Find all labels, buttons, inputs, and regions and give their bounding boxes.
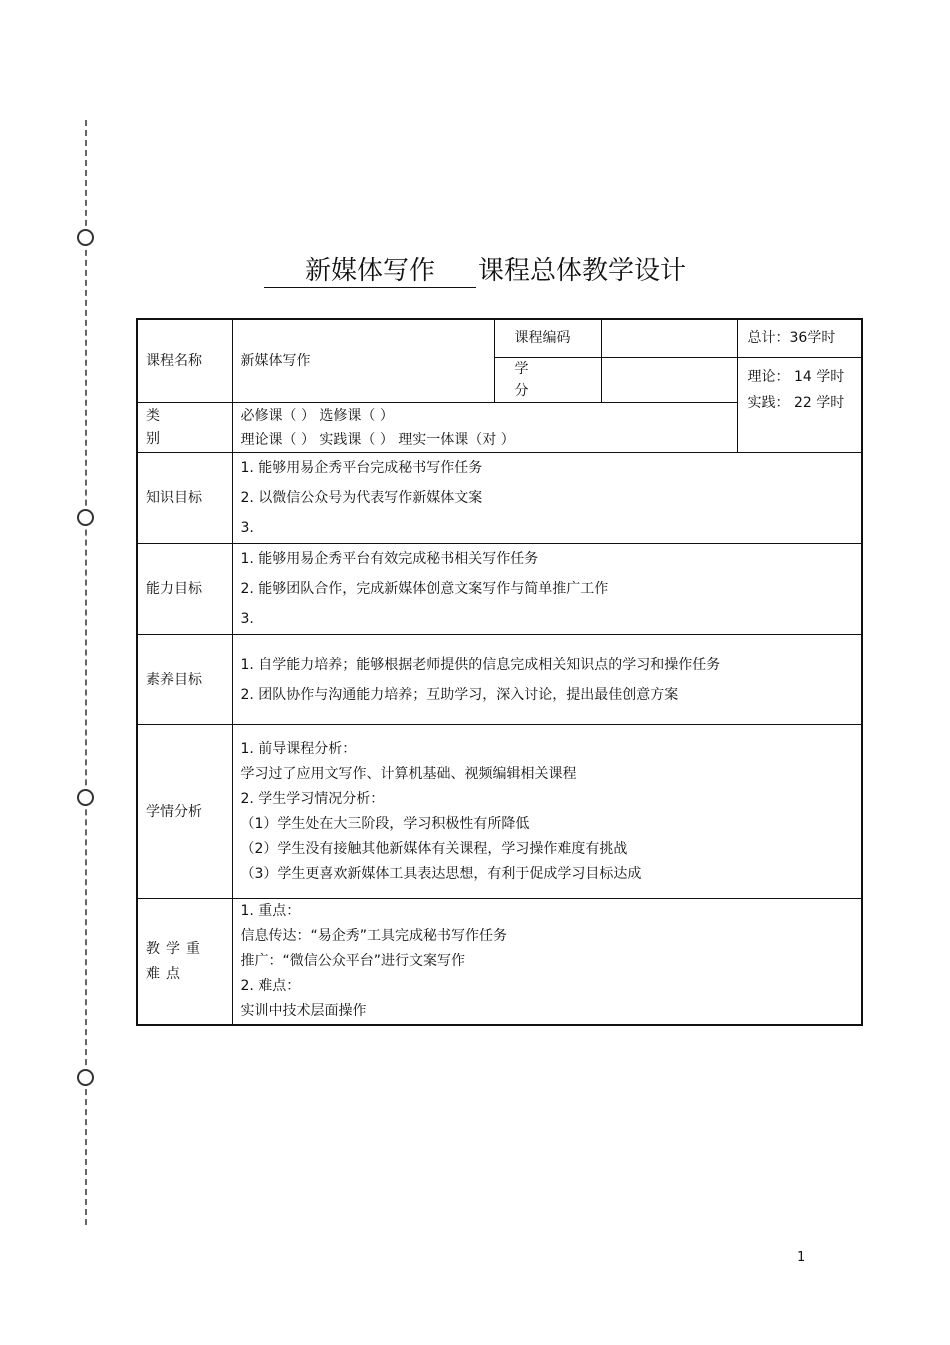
analysis-item: 学习过了应用文写作、计算机基础、视频编辑相关课程 xyxy=(240,765,577,782)
credit-label: 学 分 xyxy=(494,357,601,403)
title-course-name: 新媒体写作 xyxy=(264,250,476,288)
analysis-label: 学情分析 xyxy=(137,725,232,899)
knowledge-item: 1. 能够用易企秀平台完成秘书写作任务 xyxy=(240,460,483,477)
ability-item: 1. 能够用易企秀平台有效完成秘书相关写作任务 xyxy=(240,551,539,568)
ability-item: 2. 能够团队合作，完成新媒体创意文案写作与简单推广工作 xyxy=(240,581,609,598)
key-points-content xyxy=(232,899,862,1026)
total-hours: 总计：36学时 xyxy=(737,319,862,357)
key-item: 1. 重点： xyxy=(240,903,301,920)
analysis-item: 1. 前导课程分析： xyxy=(240,740,357,757)
title-suffix: 课程总体教学设计 xyxy=(477,256,686,286)
credit-value xyxy=(601,357,737,403)
page-number: 1 xyxy=(797,1250,806,1265)
binding-hole-icon xyxy=(77,1069,94,1086)
quality-label: 素养目标 xyxy=(137,635,232,725)
key-item: 2. 难点： xyxy=(240,978,301,995)
analysis-item: （1）学生处在大三阶段，学习积极性有所降低 xyxy=(240,815,530,832)
key-item: 实训中技术层面操作 xyxy=(240,1003,367,1020)
key-item: 信息传达：“易企秀”工具完成秘书写作任务 xyxy=(240,928,508,945)
analysis-item: 2. 学生学习情况分析： xyxy=(240,790,385,807)
category-options xyxy=(232,403,737,453)
analysis-item: （2）学生没有接触其他新媒体有关课程，学习操作难度有挑战 xyxy=(240,840,628,857)
course-code-label: 课程编码 xyxy=(494,319,601,357)
course-name-value: 新媒体写作 xyxy=(232,319,494,403)
hours-breakdown xyxy=(737,357,862,453)
theory-hours: 理论： 14 学时 xyxy=(747,368,845,385)
knowledge-label: 知识目标 xyxy=(137,453,232,544)
key-item: 推广：“微信公众平台”进行文案写作 xyxy=(240,953,466,970)
knowledge-content xyxy=(232,453,862,544)
knowledge-item: 2. 以微信公众号为代表写作新媒体文案 xyxy=(240,490,483,507)
course-design-table xyxy=(136,318,863,1026)
binding-hole-icon xyxy=(77,509,94,526)
ability-label: 能力目标 xyxy=(137,544,232,635)
category-line-1: 必修课（ ） 选修课（ ） xyxy=(240,407,394,424)
key-points-label: 教学重难点 xyxy=(137,899,232,1026)
quality-item: 1. 自学能力培养；能够根据老师提供的信息完成相关知识点的学习和操作任务 xyxy=(240,656,721,673)
course-code-value xyxy=(601,319,737,357)
knowledge-item: 3. xyxy=(240,520,254,537)
ability-content xyxy=(232,544,862,635)
course-name-label: 课程名称 xyxy=(137,319,232,403)
quality-content xyxy=(232,635,862,725)
analysis-item: （3）学生更喜欢新媒体工具表达思想，有利于促成学习目标达成 xyxy=(240,865,642,882)
binding-hole-icon xyxy=(77,789,94,806)
category-line-2: 理论课（ ） 实践课（ ） 理实一体课（对 ） xyxy=(240,431,515,448)
practice-hours: 实践： 22 学时 xyxy=(747,394,845,411)
binding-hole-icon xyxy=(77,229,94,246)
analysis-content xyxy=(232,725,862,899)
category-label: 类 别 xyxy=(137,403,232,453)
page-title xyxy=(0,250,950,288)
quality-item: 2. 团队协作与沟通能力培养；互助学习，深入讨论，提出最佳创意方案 xyxy=(240,686,679,703)
ability-item: 3. xyxy=(240,611,254,628)
